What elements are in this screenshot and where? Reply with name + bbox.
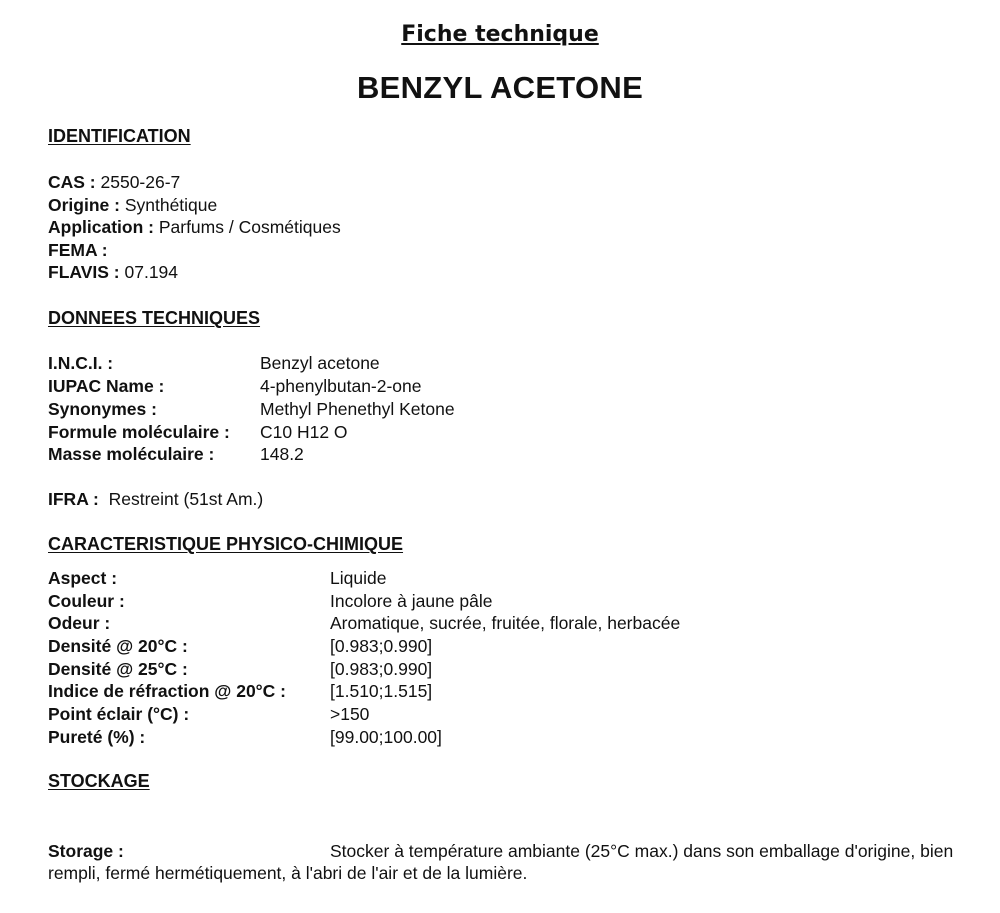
field-storage: [48, 840, 998, 884]
field-value: 2550-26-7: [95, 172, 181, 192]
field-value: Liquide: [330, 568, 387, 588]
field-cas: [48, 172, 180, 193]
field-fema: [48, 240, 108, 261]
section-title-storage: STOCKAGE: [48, 771, 150, 791]
field-ifra: [48, 489, 263, 510]
section-title-identification: IDENTIFICATION: [48, 126, 191, 146]
field-value: [1.510;1.515]: [330, 681, 433, 701]
field-value: >150: [330, 704, 370, 724]
field-value: Stocker à température ambiante (25°C max.) dans son emballage d'origine, bien rempli, fermé hermétiquement, à l'abri de l'air et de la lumière.: [48, 841, 954, 883]
field-label: Storage :: [48, 841, 124, 861]
field-label: I.N.C.I. :: [48, 353, 114, 373]
field-label: Densité @ 20°C :: [48, 636, 188, 656]
field-value: [99.00;100.00]: [330, 727, 442, 747]
field-label: Synonymes :: [48, 399, 157, 419]
field-value: Benzyl acetone: [260, 353, 380, 373]
field-value: [0.983;0.990]: [330, 659, 433, 679]
field-label: IUPAC Name :: [48, 376, 165, 396]
field-value: 148.2: [260, 444, 304, 464]
field-value: Aromatique, sucrée, fruitée, florale, herbacée: [330, 613, 681, 633]
field-label: IFRA :: [48, 489, 99, 509]
field-value: Parfums / Cosmétiques: [153, 217, 341, 237]
field-value: 07.194: [119, 262, 179, 282]
section-title-technical: DONNEES TECHNIQUES: [48, 308, 261, 328]
field-value: Restreint (51st Am.): [98, 489, 264, 509]
field-label: Point éclair (°C) :: [48, 704, 190, 724]
field-label: CAS :: [48, 172, 96, 192]
field-flavis: [48, 262, 178, 283]
field-value: Incolore à jaune pâle: [330, 591, 493, 611]
field-label: FEMA :: [48, 240, 108, 260]
field-label: Aspect :: [48, 568, 118, 588]
field-application: [48, 217, 341, 238]
field-value: Methyl Phenethyl Ketone: [260, 399, 455, 419]
field-label: Pureté (%) :: [48, 727, 146, 747]
field-value: C10 H12 O: [260, 422, 348, 442]
field-label: Origine :: [48, 195, 120, 215]
field-label: Couleur :: [48, 591, 125, 611]
field-label: Formule moléculaire :: [48, 422, 230, 442]
section-title-physchem: CARACTERISTIQUE PHYSICO-CHIMIQUE: [48, 534, 404, 554]
field-value: 4-phenylbutan-2-one: [260, 376, 422, 396]
field-label: Masse moléculaire :: [48, 444, 215, 464]
document-header: Fiche technique: [401, 22, 599, 47]
field-label: Odeur :: [48, 613, 111, 633]
field-label: Application :: [48, 217, 154, 237]
field-value: Synthétique: [119, 195, 218, 215]
field-label: Indice de réfraction @ 20°C :: [48, 681, 287, 701]
field-label: Densité @ 25°C :: [48, 659, 188, 679]
field-label: FLAVIS :: [48, 262, 120, 282]
field-origine: [48, 195, 217, 216]
product-title: BENZYL ACETONE: [356, 70, 644, 105]
field-value: [0.983;0.990]: [330, 636, 433, 656]
